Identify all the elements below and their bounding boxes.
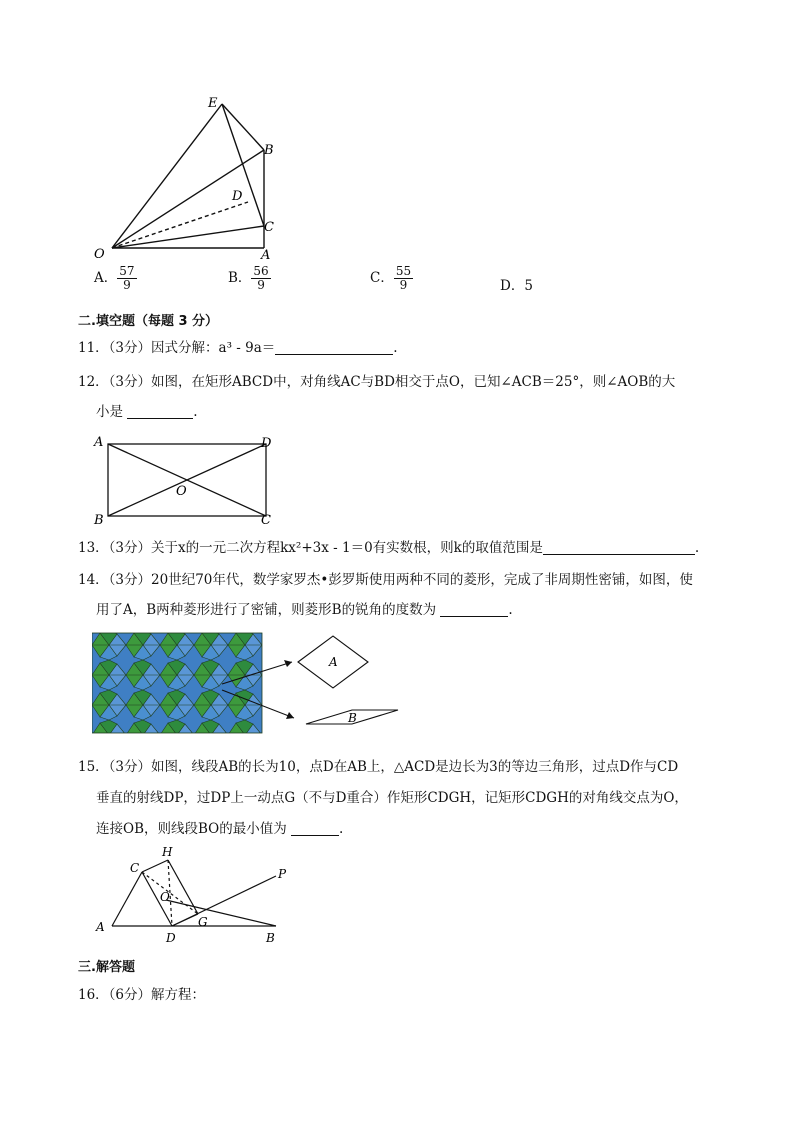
question-12-line2: 小是 . xyxy=(96,404,198,420)
fraction: $\frac{56}{9}$ xyxy=(253,264,269,292)
q12-rectangle-figure xyxy=(88,432,288,528)
answer-blank-13[interactable] xyxy=(543,540,695,555)
label-C: C xyxy=(261,513,271,528)
option-c[interactable]: C． $\frac{55}{9}$ xyxy=(370,264,412,292)
question-15-line1: 15．（3分）如图，线段AB的长为10，点D在AB上，△ACD是边长为3的等边三角形，过点D作与CD xyxy=(78,759,679,775)
question-12-line1: 12．（3分）如图，在矩形ABCD中，对角线AC与BD相交于点O，已知∠ACB＝25°，则∠AOB的大 xyxy=(78,374,676,390)
label-B: B xyxy=(264,143,274,158)
label-O: O xyxy=(176,484,187,499)
label-C: C xyxy=(264,220,274,235)
label-A: A xyxy=(94,435,104,450)
answer-blank-11[interactable] xyxy=(275,340,393,355)
label-B: B xyxy=(348,711,357,725)
question-15-line3: 连接OB，则线段BO的最小值为 . xyxy=(96,821,344,837)
label-D: D xyxy=(261,436,272,451)
label-A: A xyxy=(329,655,338,669)
question-16: 16．（6分）解方程： xyxy=(78,987,206,1003)
fraction: $\frac{57}{9}$ xyxy=(119,264,135,292)
option-a[interactable]: A． $\frac{57}{9}$ xyxy=(94,264,135,292)
q14-tiling-figure xyxy=(92,630,406,738)
label-A: A xyxy=(261,248,271,263)
fraction: $\frac{55}{9}$ xyxy=(395,264,412,292)
question-11: 11．（3分）因式分解：a³ - 9a＝ . xyxy=(78,340,398,356)
option-d[interactable]: D．5 xyxy=(500,278,533,294)
option-b[interactable]: B． $\frac{56}{9}$ xyxy=(228,264,269,292)
question-14-line1: 14．（3分）20世纪70年代，数学家罗杰•彭罗斯使用两种不同的菱形，完成了非周期性密铺，如图，使 xyxy=(78,572,693,588)
question-15-line2: 垂直的射线DP，过DP上一动点G（不与D重合）作矩形CDGH，记矩形CDGH的对角线交点为O， xyxy=(96,790,688,806)
section-3-title: 三.解答题 xyxy=(78,960,135,975)
question-13: 13．（3分）关于x的一元二次方程kx²+3x - 1＝0有实数根，则k的取值范围是 . xyxy=(78,540,700,556)
label-E: E xyxy=(208,96,218,111)
q15-geometry-figure xyxy=(92,842,292,946)
answer-blank-12[interactable] xyxy=(127,404,193,419)
label-B: B xyxy=(266,931,275,945)
answer-blank-14[interactable] xyxy=(440,602,508,617)
label-P: P xyxy=(278,867,287,881)
label-O: O xyxy=(160,890,170,904)
label-A: A xyxy=(96,920,105,934)
label-G: G xyxy=(198,915,208,929)
question-14-line2: 用了A，B两种菱形进行了密铺，则菱形B的锐角的度数为 . xyxy=(96,602,513,618)
label-O: O xyxy=(94,247,105,262)
label-H: H xyxy=(162,845,173,859)
label-C: C xyxy=(130,861,140,875)
label-B: B xyxy=(94,513,104,528)
label-D: D xyxy=(232,189,243,204)
label-D: D xyxy=(166,931,176,945)
section-2-title: 二.填空题（每题 3 分） xyxy=(78,314,219,329)
answer-blank-15[interactable] xyxy=(291,821,339,836)
q10-figure xyxy=(88,92,288,264)
